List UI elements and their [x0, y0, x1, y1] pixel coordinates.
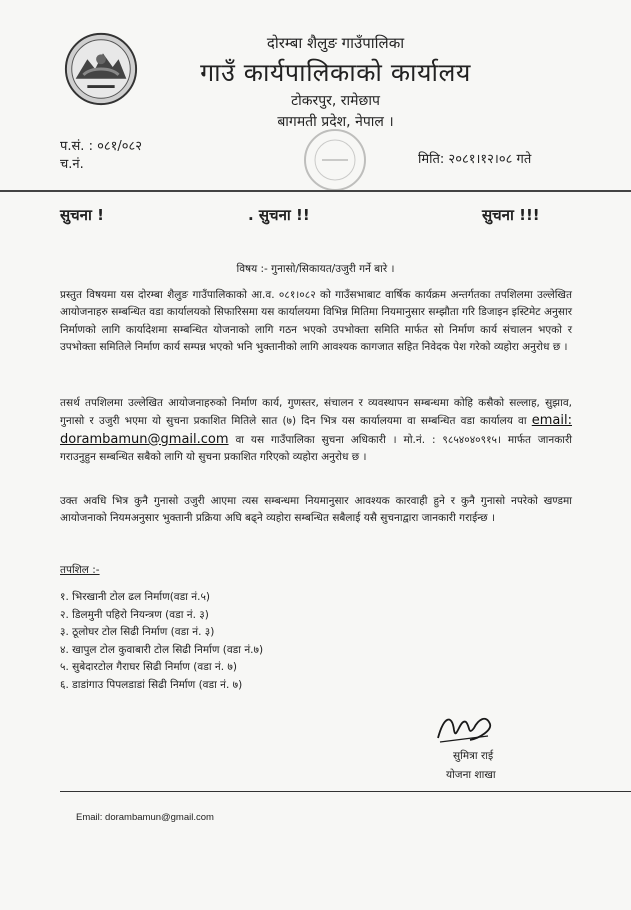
notice-heading-1: सुचना ! [60, 206, 104, 224]
paragraph-intro: प्रस्तुत विषयमा यस दोरम्बा शैलुङ गाउँपालिकाको आ.व. ०८१।०८२ को गाउँसभाबाट वार्षिक कार्यक्रम अन्तर्गतका तपशिलमा उल्लेखित आयोजनाहरु सम्बन्धित वडा कार्यालयको सिफारिसमा यस कार्यालयमा विभिन्न मितिमा नियमानुसार सम्झौता गरि डिजाइन इस्टिमेट अनुसार निर्माणको लागि कार्यादेशमा सम्बन्धित योजनाको लागि गठन भएको उपभोक्ता समिति मार्फत सो निर्माण कार्य संचालन भएको र उपभोक्ता समितिले निर्माण कार्य सम्पन्न भएको भनि भुक्तानीको लागि आवश्यक कागजात सहित निवेदक पेश गरेको व्यहोरा अनुरोध छ । [60, 289, 572, 353]
list-item: ३. ठूलोघर टोल सिढी निर्माण (वडा नं. ३) [60, 626, 215, 639]
office-address: टोकरपुर, रामेछाप [291, 93, 380, 109]
project-list [60, 589, 263, 695]
footer-email[interactable]: Email: dorambamun@gmail.com [76, 812, 214, 823]
list-item: २. डिलमुनी पहिरो नियन्त्रण (वडा नं. ३) [60, 608, 209, 621]
signatory-department: योजना शाखा [446, 769, 496, 781]
notice-heading-2: . सुचना !! [248, 206, 310, 224]
signatory-name: सुमित्रा राई [453, 750, 494, 762]
notice-heading-3: सुचना !!! [482, 206, 540, 224]
details-title: तपशिल :- [60, 564, 100, 576]
header-divider [0, 190, 631, 192]
subject-line: विषय :- गुनासो/सिकायत/उजुरी गर्ने बारे । [236, 263, 395, 275]
footer-divider [60, 791, 631, 792]
municipality-name: दोरम्बा शैलुङ गाउँपालिका [266, 34, 405, 52]
dispatch-number: च.नं. [60, 157, 84, 172]
letter-date: मिति: २०८१।१२।०८ गते [418, 152, 532, 167]
office-province: बागमती प्रदेश, नेपाल । [277, 114, 394, 130]
paragraph-request-after: वा यस गाउँपालिका सुचना अधिकारी । मो.नं. : ९८५४०४०९१५। मार्फत जानकारी गराउनुहुन सम्बन्धित सबैको लागि यो सुचना प्रकाशित गरिएको व्यहोरा अनुरोध छ । [60, 433, 572, 463]
office-title: गाउँ कार्यपालिकाको कार्यालय [200, 58, 471, 87]
list-item: १. भिरखानी टोल ढल निर्माण(वडा नं.५) [60, 591, 211, 603]
paragraph-request-before: तसर्थ तपशिलमा उल्लेखित आयोजनाहरुको निर्माण कार्य, गुणस्तर, संचालन र व्यवस्थापन सम्बन्धमा कोहि कसैको सल्लाह, सुझाव, गुनासो र उजुरी भएमा यो सुचना प्रकाशित मितिले सात (७) दिन भित्र यस कार्यालयमा वा सम्बन्धित वडा कार्यालय वा [60, 397, 572, 428]
reference-number: प.सं. : ०८१/०८२ [60, 139, 143, 154]
list-item: ६. डाडांगाउ पिपलडाडां सिढी निर्माण (वडा नं. ७) [60, 678, 243, 691]
paragraph-conclusion: उक्त अवधि भित्र कुनै गुनासो उजुरी आएमा त्यस सम्बन्धमा नियमानुसार आवश्यक कारवाही हुने र कुनै गुनासो नपरेको खण्डमा आयोजनाको नियमअनुसार भुक्तानी प्रक्रिया अघि बढ्ने व्यहोरा सम्बन्धित सबैलाई यसै सुचनाद्वारा जानकारी गराईन्छ । [60, 495, 572, 525]
list-item: ४. खापुल टोल कुवाबारी टोल सिढी निर्माण (वडा नं.७) [60, 643, 264, 656]
office-stamp-icon [300, 125, 370, 195]
paragraph-request [60, 395, 572, 466]
inline-email-link[interactable]: email: dorambamun@gmail.com [60, 413, 572, 447]
list-item: ५. सुबेदारटोल गैराघर सिढी निर्माण (वडा नं. ७) [60, 661, 237, 674]
handwritten-signature-icon [430, 708, 500, 748]
